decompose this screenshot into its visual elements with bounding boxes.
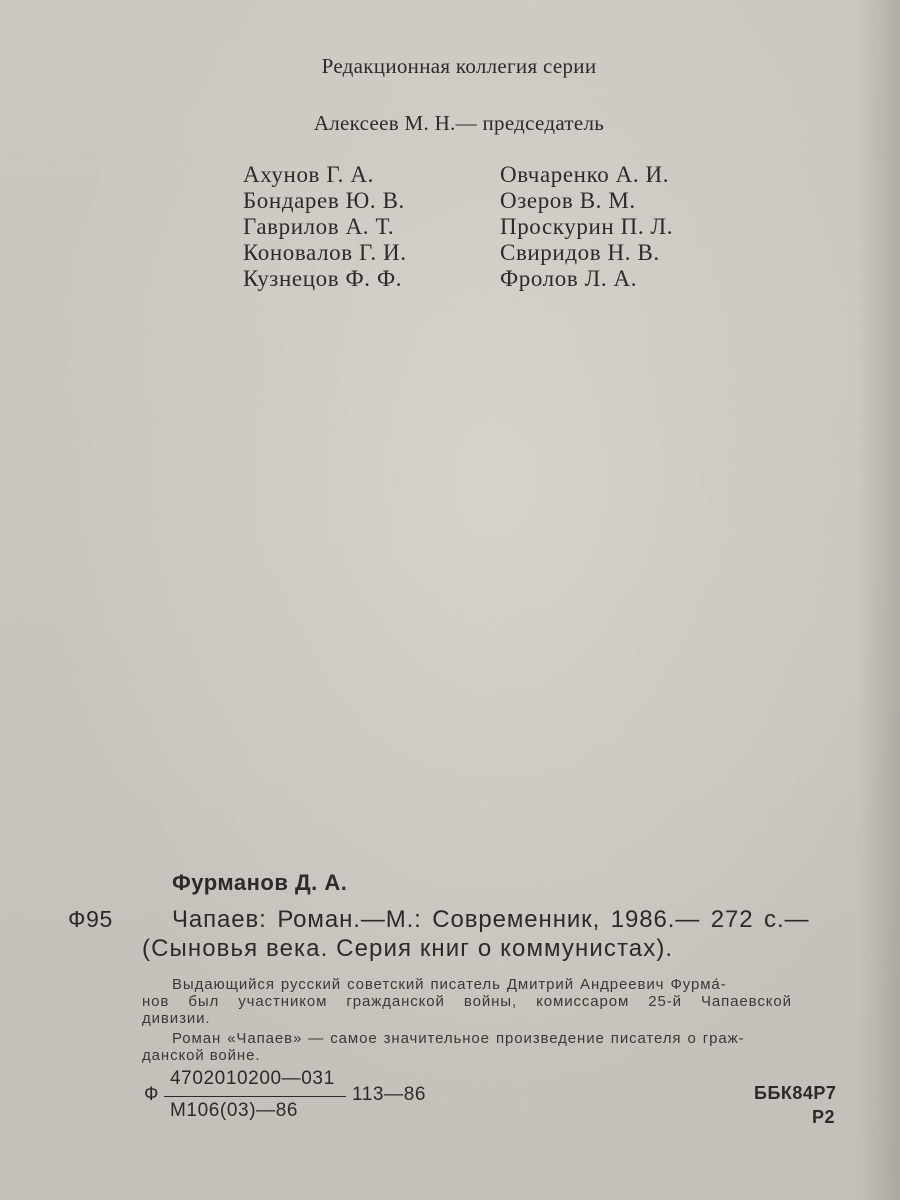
annotation-line: Выдающийся русский советский писатель Дмитрий Андреевич Фурма́- [172,976,727,993]
board-member: Овчаренко А. И. [500,162,670,187]
index-suffix: 113—86 [352,1084,427,1105]
editorial-board-chairman: Алексеев М. Н.— председатель [313,111,605,135]
annotation-line: нов был участником гражданской войны, комиссаром 25-й Чапаевской [142,993,792,1010]
catalog-code: Ф95 [68,906,113,932]
board-member: Озеров В. М. [500,188,636,213]
board-member: Кузнецов Ф. Ф. [243,266,403,291]
board-member: Фролов Л. А. [500,266,638,291]
board-member: Бондарев Ю. В. [243,188,405,213]
board-member: Свиридов Н. В. [500,240,660,265]
editorial-board-title: Редакционная коллегия серии [321,54,597,78]
index-numerator: 4702010200—031 [170,1068,335,1089]
book-author: Фурманов Д. А. [172,870,348,895]
board-member: Коновалов Г. И. [243,240,407,265]
board-member: Ахунов Г. А. [243,162,374,187]
index-fraction-rule [164,1096,346,1097]
annotation-line: дивизии. [142,1010,211,1027]
board-members-right [500,162,673,292]
board-members-left [243,162,407,292]
board-member: Гаврилов А. Т. [243,214,395,239]
index-prefix: Ф [144,1084,159,1105]
annotation-line: Роман «Чапаев» — самое значительное произведение писателя о граж- [172,1030,745,1047]
board-member: Проскурин П. Л. [500,214,674,239]
bbk-subcode: Р2 [812,1107,836,1127]
bbk-code: ББК84Р7 [754,1083,837,1103]
annotation-line: данской войне. [142,1047,261,1064]
bibliographic-entry-line: Чапаев: Роман.—М.: Современник, 1986.— 272 с.— [172,906,810,933]
series-line: (Сыновья века. Серия книг о коммунистах). [142,935,674,962]
page-edge-shadow [858,0,900,1200]
index-denominator: М106(03)—86 [170,1100,299,1121]
